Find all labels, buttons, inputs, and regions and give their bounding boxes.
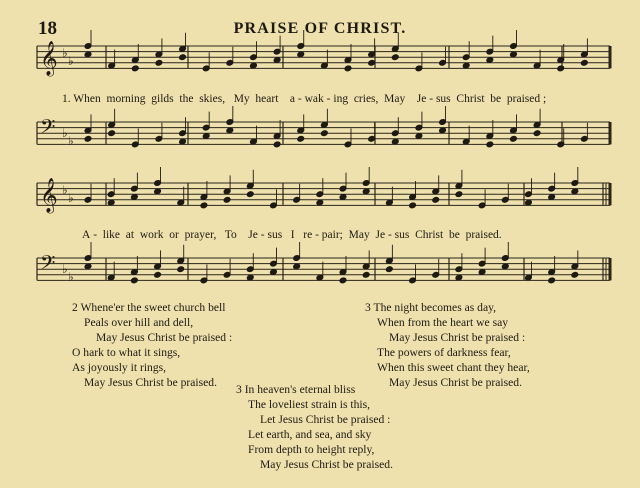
- hymn-title: PRAISE OF CHRIST.: [233, 20, 407, 37]
- treble-clef-icon: 𝄞: [40, 41, 58, 76]
- lyric-word: morning: [106, 93, 146, 105]
- verse-line: O hark to what it sings,: [72, 346, 181, 359]
- note-head: [246, 191, 254, 198]
- lyric-word: -: [260, 229, 265, 241]
- verse-line: The loveliest strain is this,: [248, 398, 371, 411]
- note-head: [386, 266, 394, 273]
- lyric-word: a: [289, 93, 296, 105]
- verse-line: Peals over hill and dell,: [84, 316, 194, 329]
- lyrics-system-2: [82, 229, 622, 241]
- bass-clef-icon: 𝄢: [40, 115, 56, 143]
- lyric-word: ;: [542, 93, 547, 105]
- note-head: [557, 65, 565, 72]
- lyric-word: sus: [267, 229, 283, 241]
- verse-line: Let Jesus Christ be praised :: [260, 413, 391, 426]
- note-head: [321, 130, 329, 137]
- verse-line: 2 Whene'er the sweet church bell: [72, 301, 226, 314]
- lyric-word: cries,: [353, 93, 379, 105]
- note-head: [486, 141, 494, 148]
- lyric-word: -: [315, 229, 319, 241]
- note-head: [223, 196, 231, 203]
- lyrics-system-1: [62, 93, 612, 105]
- lyric-word: prayer,: [184, 229, 217, 241]
- verse-line: 3 In heaven's eternal bliss: [236, 383, 356, 396]
- lyric-word: or: [169, 229, 179, 241]
- lyric-word: skies,: [199, 93, 226, 105]
- note-head: [154, 271, 162, 278]
- lyric-word: pair;: [321, 229, 343, 241]
- verse-line: May Jesus Christ be praised.: [260, 458, 393, 471]
- verse-line: May Jesus Christ be praised.: [84, 376, 217, 389]
- lyric-word: Je: [375, 229, 386, 241]
- staff-lines: [37, 46, 610, 280]
- note-head: [179, 54, 187, 61]
- lyric-word: re: [303, 229, 313, 241]
- note-head: [131, 65, 139, 72]
- note-head: [108, 130, 116, 137]
- flat-icon: ♭: [68, 191, 74, 205]
- lyric-word: Christ: [456, 93, 485, 105]
- note-head: [581, 59, 589, 66]
- lyric-word: I: [290, 229, 295, 241]
- flat-icon: ♭: [62, 126, 68, 140]
- lyric-word: be: [448, 229, 460, 241]
- lyric-word: gilds: [151, 93, 174, 105]
- lyric-word: work: [139, 229, 164, 241]
- lyric-word: 1. When: [62, 93, 101, 105]
- note-head: [344, 65, 352, 72]
- verse-line: May Jesus Christ be praised.: [389, 376, 522, 389]
- clefs: [40, 41, 74, 284]
- lyric-word: sus: [435, 93, 451, 105]
- lyric-word: Je: [248, 229, 258, 241]
- verse-line: When this sweet chant they hear,: [377, 361, 530, 374]
- note-head: [131, 277, 139, 284]
- lyric-word: sus: [394, 229, 410, 241]
- verse-line: When from the heart we say: [377, 316, 509, 329]
- note-head: [368, 59, 376, 66]
- note-head: [362, 271, 370, 278]
- lyric-word: May: [384, 93, 406, 105]
- lyric-word: heart: [255, 93, 279, 105]
- flat-icon: ♭: [62, 262, 68, 276]
- verse-line: From depth to height reply,: [248, 443, 375, 456]
- flat-icon: ♭: [62, 183, 68, 197]
- note-head: [273, 141, 281, 148]
- lyric-word: wak: [304, 93, 324, 105]
- note-head: [391, 54, 399, 61]
- verse-line: Let earth, and sea, and sky: [248, 428, 372, 441]
- verse-3: [365, 300, 530, 390]
- note-head: [155, 59, 163, 66]
- lyric-word: -: [326, 93, 331, 105]
- page-number: 18: [38, 18, 57, 39]
- flat-icon: ♭: [68, 54, 74, 68]
- note-head: [432, 196, 440, 203]
- flat-icon: ♭: [68, 270, 74, 284]
- lyric-word: May: [348, 229, 370, 241]
- verse-line: May Jesus Christ be praised :: [389, 331, 526, 344]
- lyric-word: To: [224, 229, 237, 241]
- note-head: [455, 191, 463, 198]
- note-head: [571, 271, 579, 278]
- note-head: [177, 266, 185, 273]
- verse-2: [72, 300, 232, 390]
- note-head: [409, 202, 417, 209]
- note-head: [84, 135, 92, 142]
- lyric-word: Je: [416, 93, 427, 105]
- lyric-word: the: [179, 93, 194, 105]
- barlines: [37, 46, 610, 280]
- lyric-word: -: [429, 93, 434, 105]
- bass-clef-icon: 𝄢: [40, 251, 56, 279]
- verse-line: As joyously it rings,: [72, 361, 167, 374]
- verse-line: 3 The night becomes as day,: [365, 301, 497, 314]
- lyric-word: like: [102, 229, 121, 241]
- note-head: [548, 277, 556, 284]
- note-head: [339, 277, 347, 284]
- lyric-word: A: [82, 229, 91, 241]
- note-head: [200, 202, 208, 209]
- lyric-word: ing: [333, 93, 349, 105]
- verse-line: The powers of darkness fear,: [377, 346, 511, 359]
- lyric-word: praised.: [465, 229, 502, 241]
- lyric-word: -: [387, 229, 392, 241]
- lyric-word: be: [490, 93, 502, 105]
- lyric-word: -: [93, 229, 98, 241]
- flat-icon: ♭: [62, 46, 68, 60]
- verse-line: May Jesus Christ be praised :: [96, 331, 233, 344]
- flat-icon: ♭: [68, 134, 74, 148]
- treble-clef-icon: 𝄞: [40, 178, 58, 213]
- lyric-word: praised: [506, 93, 541, 105]
- verse-4: [236, 382, 393, 472]
- lyric-word: Christ: [415, 229, 444, 241]
- note-head: [510, 135, 518, 142]
- lyric-word: My: [233, 93, 250, 105]
- note-head: [297, 135, 305, 142]
- lyric-word: at: [125, 229, 135, 241]
- lyric-word: -: [297, 93, 302, 105]
- note-head: [533, 130, 541, 137]
